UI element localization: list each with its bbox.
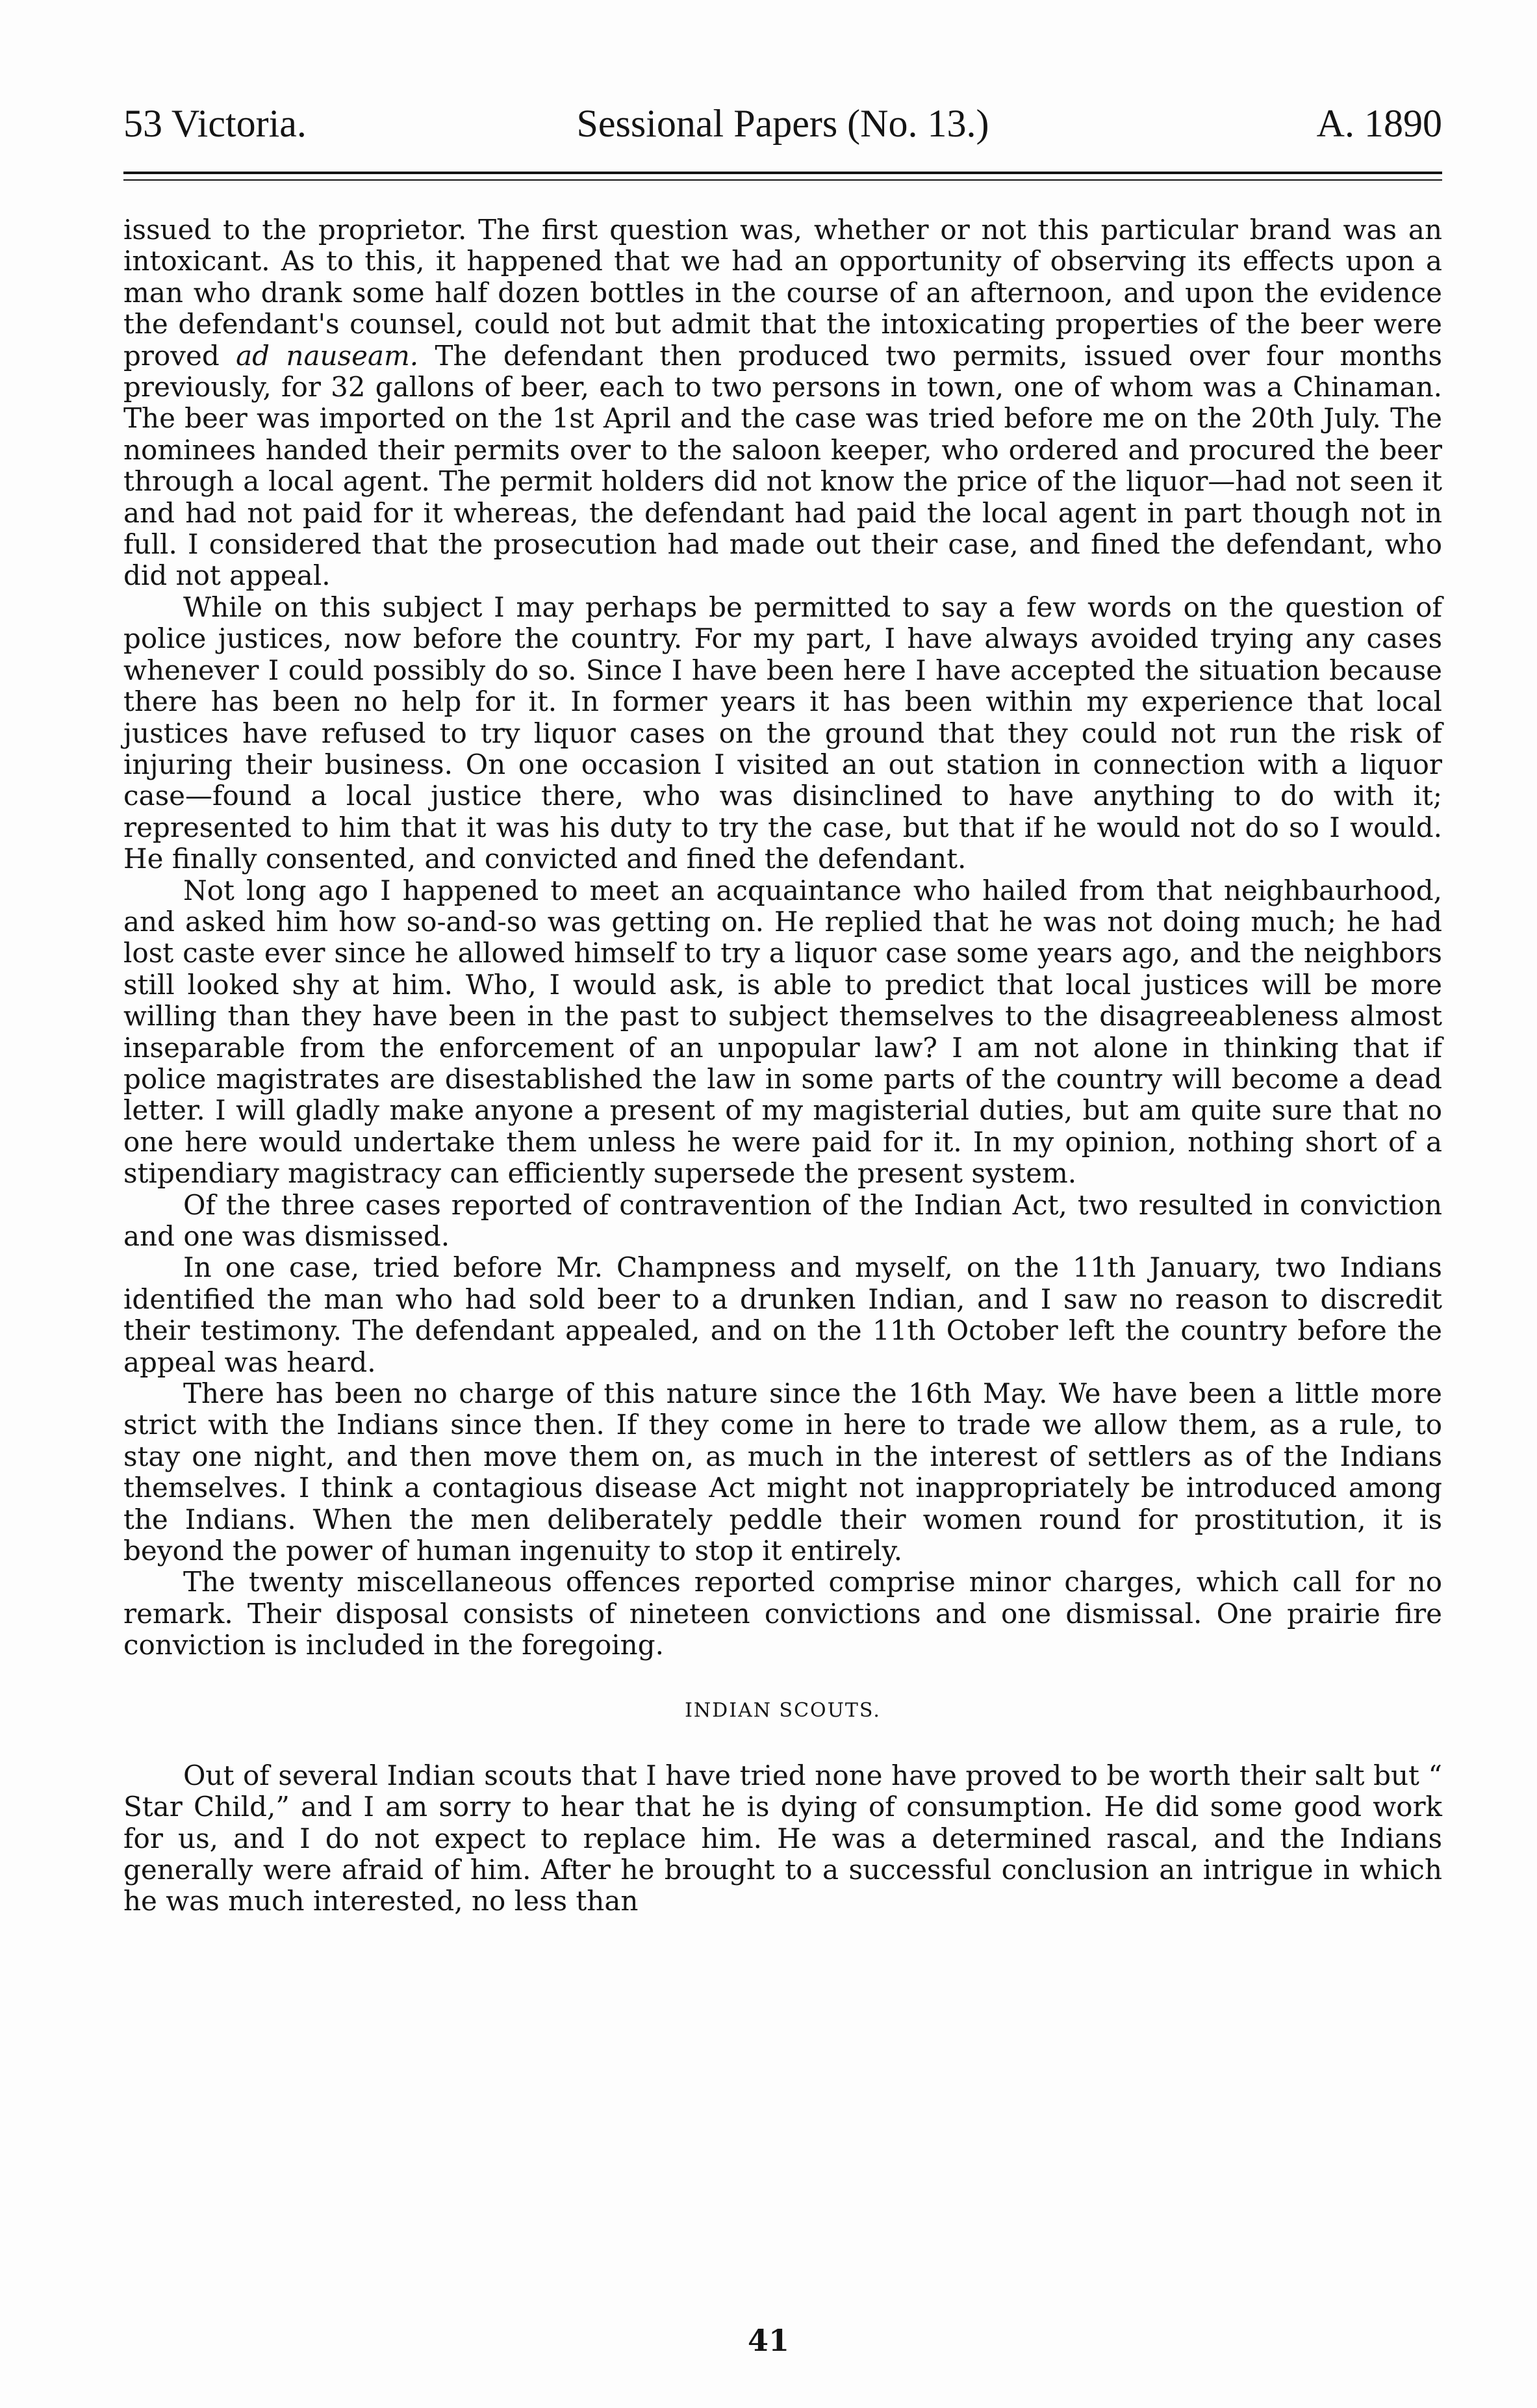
header-rule-thin [123,179,1442,181]
paragraph [123,214,1442,592]
header-year: A. 1890 [1316,102,1442,145]
paragraph-text: issued to the proprietor. The first question was, whether or not this particular brand was an intoxicant. As to this, it happened that we had an opportunity of observing its effects upon a man who drank some half dozen bottles in the course of an afternoon, and upon the evidence the defendant's counsel, could not but admit that the intoxicating properties of the beer were proved [123,214,1442,372]
paragraph: The twenty miscellaneous offences reported comprise minor charges, which call for no remark. Their disposal consists of nineteen convictions and one dismissal. One prairie fire conviction is included in the foregoing. [123,1566,1442,1661]
paragraph: In one case, tried before Mr. Champness and myself, on the 11th January, two Indians identified the man who had sold beer to a drunken Indian, and I saw no reason to discredit their testimony. The defendant appealed, and on the 11th October left the country before the appeal was heard. [123,1251,1442,1378]
page-number: 41 [747,2323,789,2358]
body-text [123,214,1442,1917]
paragraph: Not long ago I happened to meet an acquaintance who hailed from that neighbaurhood, and asked him how so-and-so was getting on. He replied that he was not doing much; he had lost caste ever since he allowed himself to try a liquor case some years ago, and the neighbors still looked shy at him. Who, I would ask, is able to predict that local justices will be more willing than they have been in the past to subject themselves to the disagreeableness almost inseparable from the enforcement of an unpopular law? I am not alone in thinking that if police magistrates are disestablished the law in some parts of the country will become a dead letter. I will gladly make anyone a present of my magisterial duties, but am quite sure that no one here would undertake them unless he were paid for it. In my opinion, nothing short of a stipendiary magistracy can efficiently supersede the present system. [123,874,1442,1190]
section-heading: INDIAN SCOUTS. [685,1698,881,1722]
paragraph: There has been no charge of this nature since the 16th May. We have been a little more strict with the Indians since then. If they come in here to trade we allow them, as a rule, to stay one night, and then move them on, as much in the interest of settlers as of the Indians themselves. I think a contagious disease Act might not inappropriately be introduced among the Indians. When the men deliberately peddle their women round for prostitution, it is beyond the power of human ingenuity to stop it entirely. [123,1377,1442,1567]
paragraph-text: The defendant then produced two permits, issued over four months previously, for 32 gallons of beer, each to two persons in town, one of whom was a Chinaman. The beer was imported on the 1st April and the case was tried before me on the 20th July. The nominees handed their permits over to the saloon keeper, who ordered and procured the beer through a local agent. The permit holders did not know the price of the liquor—had not seen it and had not paid for it whereas, the defendant had paid the local agent in part though not in full. I considered that the prosecution had made out their case, and fined the defendant, who did not appeal. [123,339,1442,592]
paragraph: Of the three cases reported of contravention of the Indian Act, two resulted in conviction and one was dismissed. [123,1188,1442,1252]
italic-phrase: ad nauseam. [236,339,419,372]
paragraph: Out of several Indian scouts that I have tried none have proved to be worth their salt but “ Star Child,” and I am sorry to hear that he is dying of consumption. He did some good work for us, and I do not expect to replace him. He was a determined rascal, and the Indians generally were afraid of him. After he brought to a successful conclusion an intrigue in which he was much interested, no less than [123,1759,1442,1917]
paragraph: While on this subject I may perhaps be permitted to say a few words on the question of police justices, now before the country. For my part, I have always avoided trying any cases whenever I could possibly do so. Since I have been here I have accepted the situation because there has been no help for it. In former years it has been within my experience that local justices have refused to try liquor cases on the ground that they could not run the risk of injuring their business. On one occasion I visited an out station in connection with a liquor case—found a local justice there, who was disinclined to have anything to do with it; represented to him that it was his duty to try the case, but that if he would not do so I would. He finally consented, and convicted and fined the defendant. [123,591,1442,875]
header-volume: 53 Victoria. [123,102,307,145]
header-rule-thick [123,172,1442,174]
running-header [123,97,1442,149]
header-title: Sessional Papers (No. 13.) [576,102,989,145]
